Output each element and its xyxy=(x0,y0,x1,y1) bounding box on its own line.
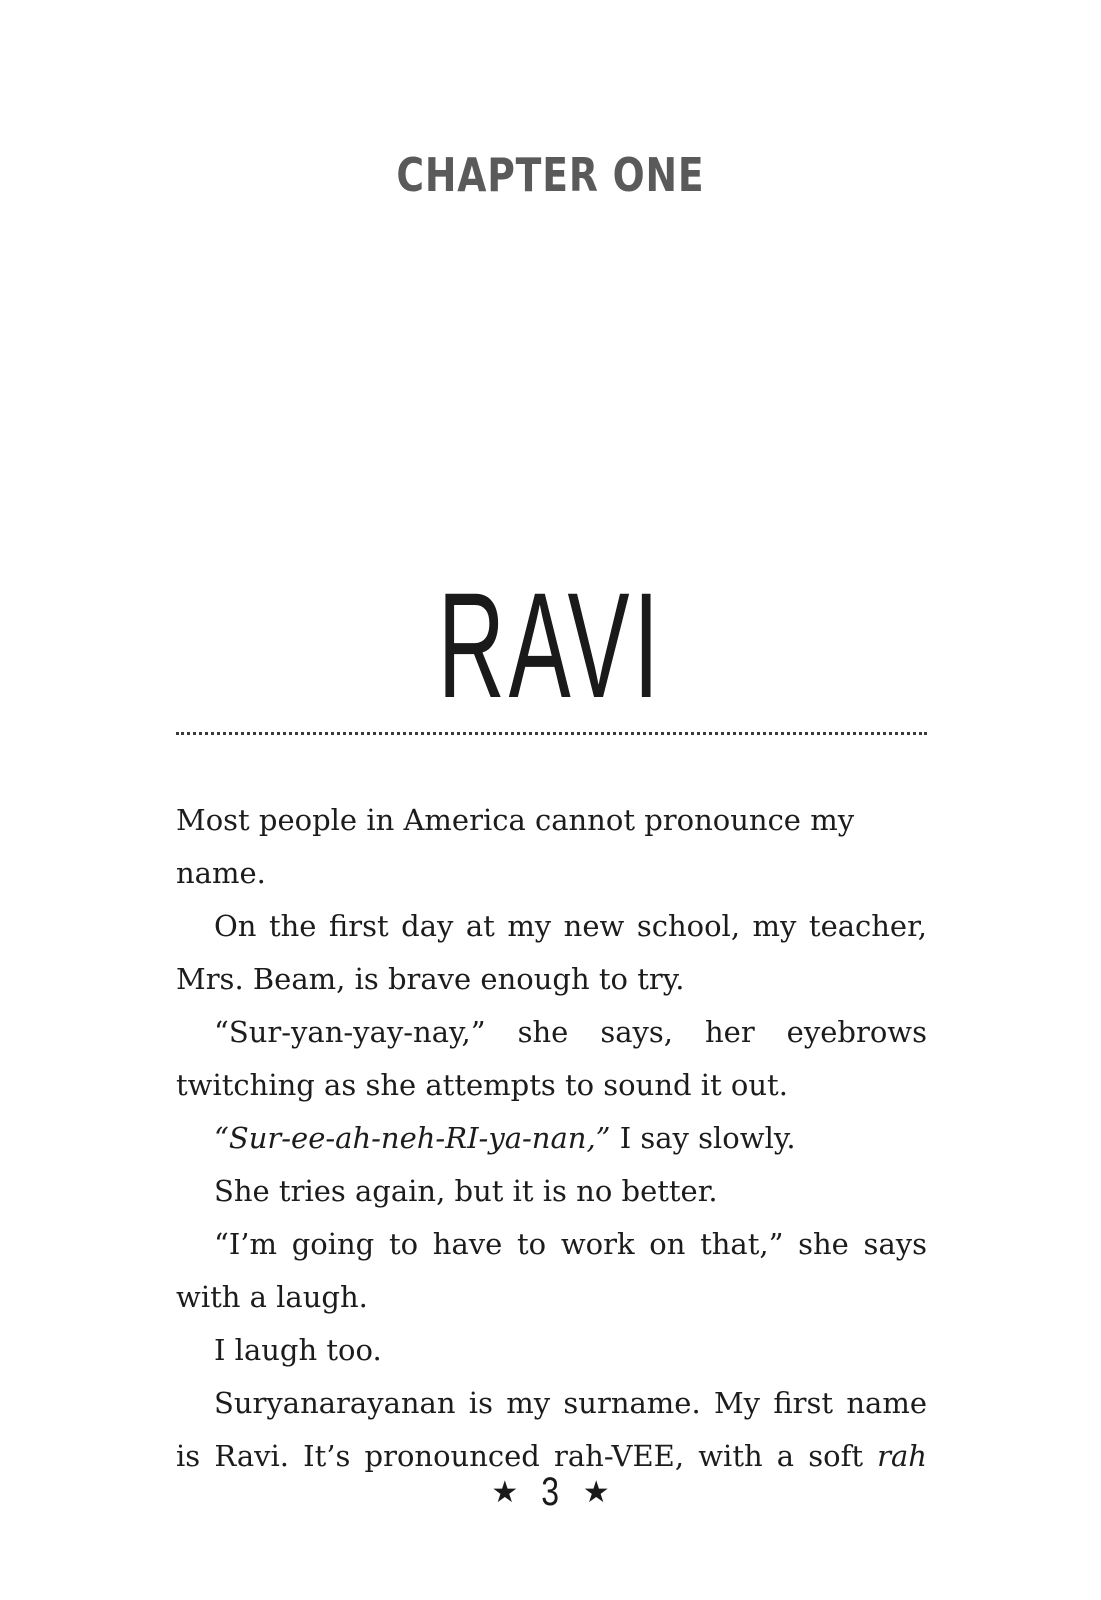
chapter-title: RAVI xyxy=(437,561,663,729)
paragraph: On the first day at my new school, my teacher, Mrs. Beam, is brave enough to try. xyxy=(176,909,927,996)
paragraph xyxy=(176,1112,927,1165)
paragraph: I laugh too. xyxy=(214,1333,382,1367)
paragraph: Most people in America cannot pronounce my name. xyxy=(176,803,855,890)
body-text xyxy=(176,794,927,1483)
star-icon: ★ xyxy=(582,1476,610,1509)
page-number: 3 xyxy=(541,1470,560,1514)
paragraph: “Sur-yan-yay-nay,” she says, her eyebrows twitching as she attempts to sound it out. xyxy=(176,1015,927,1102)
paragraph: “I’m going to have to work on that,” she says with a laugh. xyxy=(176,1227,927,1314)
paragraph xyxy=(176,1377,927,1483)
star-icon: ★ xyxy=(491,1476,519,1509)
paragraph-text: Suryanarayanan is my surname. My first name is Ravi. It’s pronounced rah-VEE, with a soft xyxy=(176,1386,927,1473)
dotted-divider xyxy=(176,732,927,735)
italic-pronunciation: “Sur-ee-ah-neh-RI-ya-nan,” xyxy=(214,1121,611,1155)
page-footer xyxy=(0,1470,1101,1515)
paragraph: She tries again, but it is no better. xyxy=(214,1174,718,1208)
chapter-label: CHAPTER ONE xyxy=(396,148,705,202)
paragraph-text: I say slowly. xyxy=(610,1121,796,1155)
italic-word: rah xyxy=(877,1439,927,1473)
